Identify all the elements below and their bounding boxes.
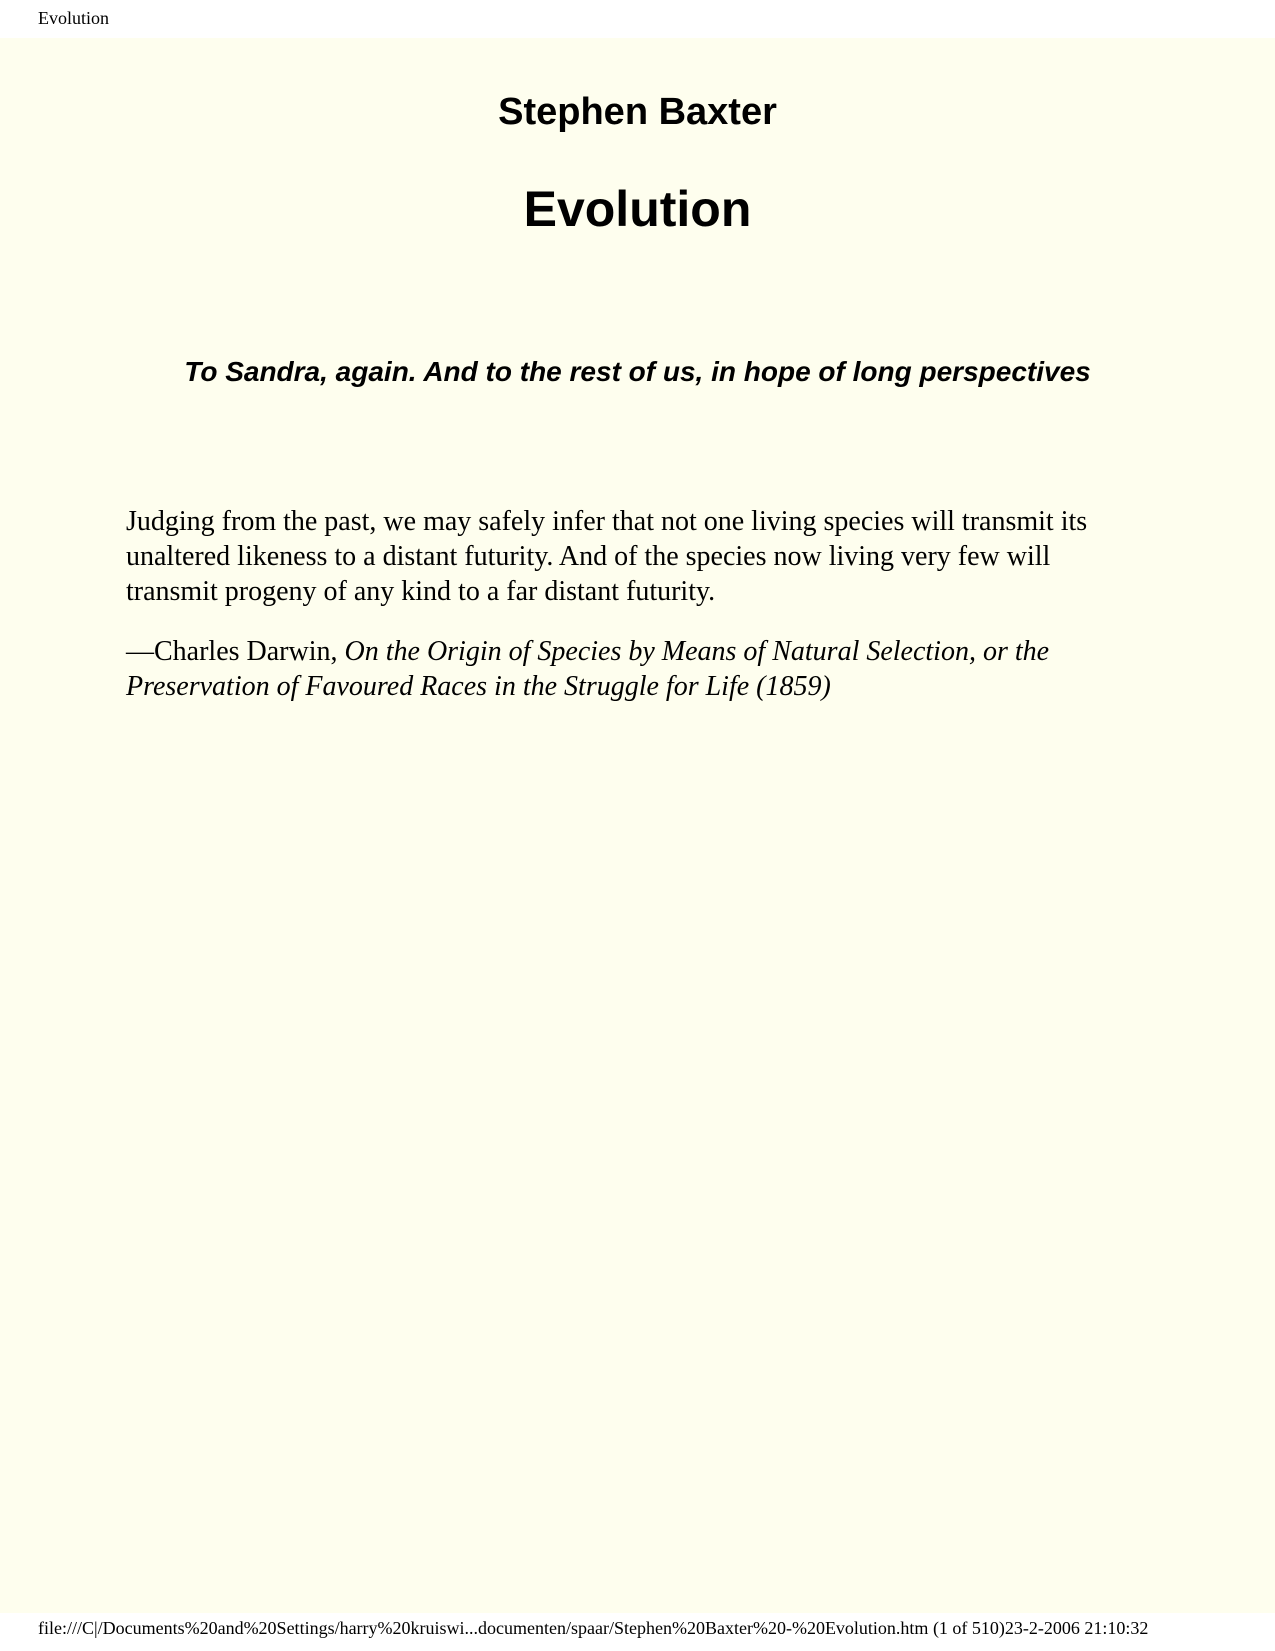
print-header-title: Evolution	[38, 8, 109, 28]
book-title: Evolution	[523, 181, 752, 237]
print-footer-path: file:///C|/Documents%20and%20Settings/harry%20kruiswi...documenten/spaar/Stephen%20Baxter%20-%20Evolution.htm (1 of 510)23-2-2006 21:10:32	[38, 1618, 1149, 1638]
dedication: To Sandra, again. And to the rest of us, in hope of long perspectives	[184, 356, 1091, 387]
attribution-author: —Charles Darwin,	[126, 636, 345, 667]
epigraph-attribution	[126, 634, 1146, 704]
author-name: Stephen Baxter	[498, 91, 777, 133]
epigraph-quote: Judging from the past, we may safely infer that not one living species will transmit its unaltered likeness to a distant futurity. And of the species now living very few will transmit progeny of any kind to a far distant futurity.	[126, 506, 1088, 607]
attribution-work-title: On the Origin of Species by Means of Natural Selection, or the Preservation of Favoured Races in the Struggle for Life (1859)	[126, 636, 1050, 702]
document-page	[0, 38, 1275, 1613]
